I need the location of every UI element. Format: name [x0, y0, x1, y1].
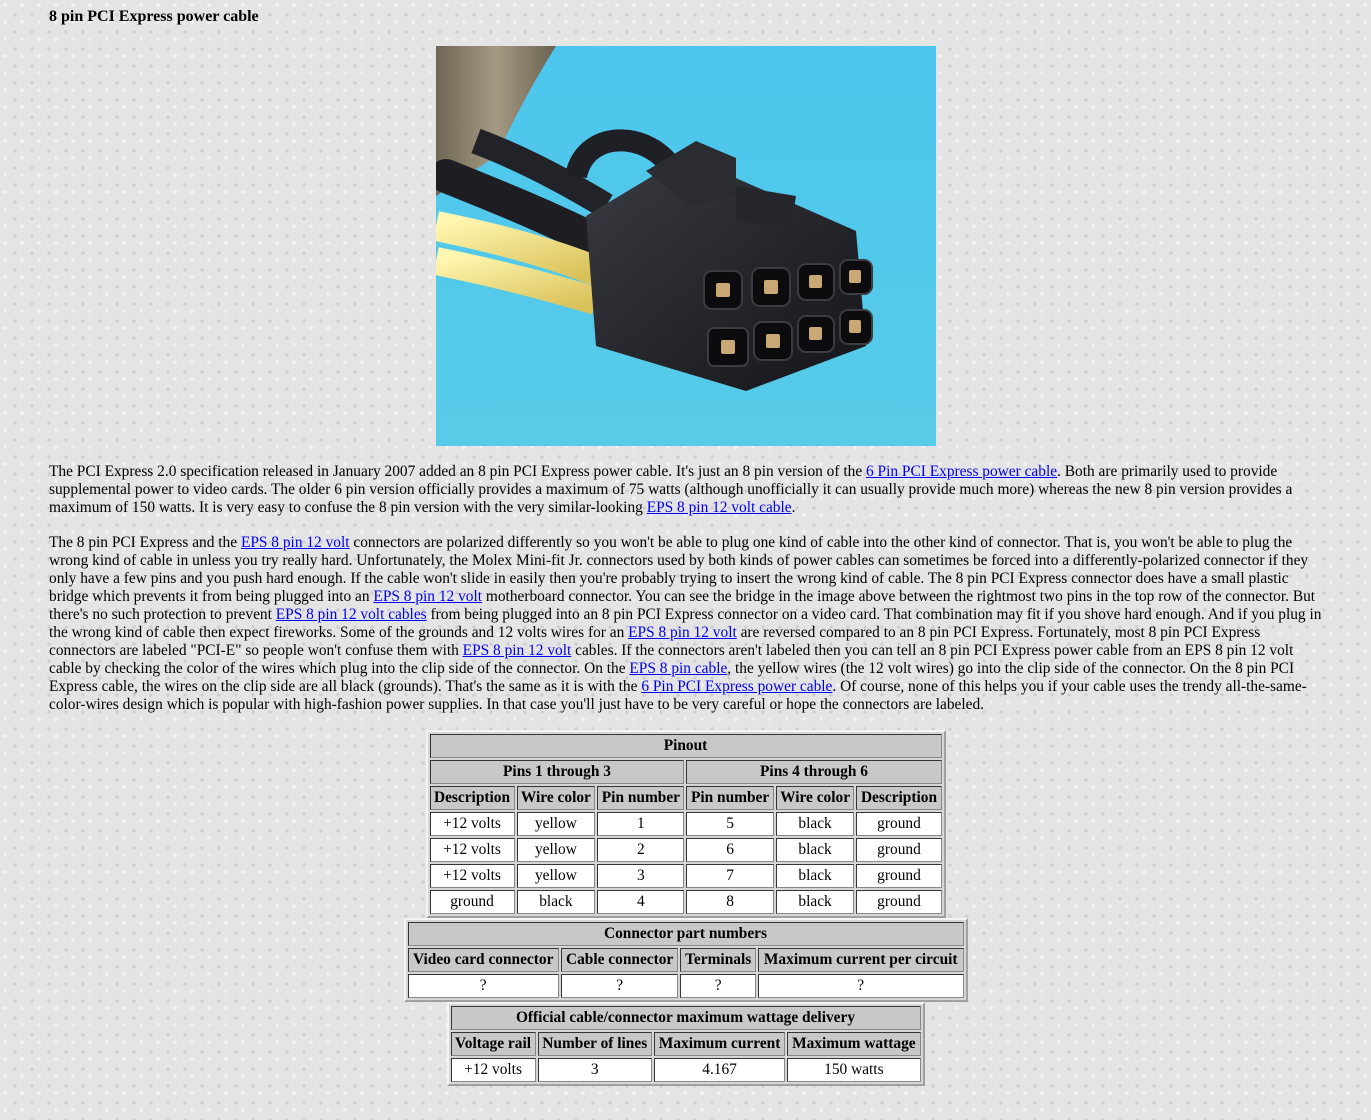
column-header: Terminals — [680, 948, 756, 972]
table-cell: 5 — [686, 812, 773, 836]
table-cell: black — [776, 890, 855, 914]
text-span: from being plugged into an 8 pin PCI Express connector on a video card. That combination may fit if you shove hard enough. And if you plug in the wrong kind of cable then expect fireworks. Some of the grounds and 12 volts wires for an — [49, 606, 1322, 641]
table-cell: 4 — [597, 890, 684, 914]
table-row — [430, 812, 942, 836]
column-header: Maximum current — [654, 1032, 785, 1056]
table-cell: 1 — [597, 812, 684, 836]
column-header: Voltage rail — [451, 1032, 536, 1056]
table-caption: Pinout — [430, 734, 942, 758]
link-6pin-pcie[interactable]: 6 Pin PCI Express power cable — [866, 463, 1058, 480]
link-eps-8pin-12v[interactable]: EPS 8 pin 12 volt — [628, 624, 737, 641]
table-cell: black — [776, 838, 855, 862]
table-cell: ? — [408, 974, 559, 998]
text-span: The 8 pin PCI Express and the — [49, 534, 241, 551]
link-eps-8pin-cable[interactable]: EPS 8 pin 12 volt cable — [646, 499, 792, 516]
table-cell: 4.167 — [654, 1058, 785, 1082]
text-span: , the yellow wires (the 12 volt wires) go into the clip side of the connector. On the 8 pin PCI Express cable, the wires on the clip side are all black (grounds). That's the same as it is with the — [49, 660, 1295, 695]
table-cell: yellow — [517, 838, 596, 862]
text-span: motherboard connector. You can see the bridge in the image above between the rightmost two pins in the top row of the connector. But there's no such protection to prevent — [49, 588, 1316, 623]
table-row — [408, 974, 964, 998]
column-header: Description — [430, 786, 515, 810]
table-row — [430, 890, 942, 914]
link-eps-8pin-12v[interactable]: EPS 8 pin 12 volt — [240, 534, 350, 551]
table-cell: +12 volts — [430, 812, 515, 836]
tables-section — [49, 730, 1322, 1086]
intro-paragraph — [49, 463, 1322, 517]
text-span: connectors are polarized differently so you won't be able to plug one kind of cable into the other kind of connector. That is, you won't be able to plug the wrong kind of cable in unless you try really hard. Unfortunately, the Molex Mini-fit Jr. connectors used by both kinds of power cables can sometimes be forced into a differently-polarized connector if they only have a few pins and you push hard enough. If the cable won't slide in easily then you're probably trying to insert the wrong kind of cable. The 8 pin PCI Express connector does have a small plastic bridge which prevents it from being plugged into an — [49, 534, 1309, 605]
column-header: Pin number — [597, 786, 684, 810]
text-span: . Of course, none of this helps you if your cable uses the trendy all-the-same-color-wires design which is popular with high-fashion power supplies. In that case you'll just have to be very careful or hope the connectors are labeled. — [49, 678, 1307, 713]
table-row — [430, 838, 942, 862]
table-cell: ground — [856, 890, 941, 914]
link-eps-8pin-cable[interactable]: EPS 8 pin cable — [629, 660, 728, 677]
table-cell: ground — [856, 812, 941, 836]
table-caption: Connector part numbers — [408, 922, 964, 946]
table-cell: black — [517, 890, 596, 914]
column-header: Wire color — [517, 786, 596, 810]
group-header: Pins 4 through 6 — [686, 760, 941, 784]
column-header: Video card connector — [408, 948, 559, 972]
wattage-table — [447, 1002, 925, 1086]
table-cell: yellow — [517, 812, 596, 836]
text-span: . Both are primarily used to provide supplemental power to video cards. The older 6 pin version officially provides a maximum of 75 watts (although unofficially it can usually provide much more) whereas the new 8 pin version provides a maximum of 150 watts. It is very easy to confuse the 8 pin version with the very similar-looking — [49, 463, 1293, 516]
link-eps-8pin-12v[interactable]: EPS 8 pin 12 volt — [462, 642, 572, 659]
table-cell: yellow — [517, 864, 596, 888]
column-header: Cable connector — [561, 948, 679, 972]
table-cell: ground — [856, 864, 941, 888]
table-cell: black — [776, 864, 855, 888]
column-header: Pin number — [686, 786, 773, 810]
column-header: Wire color — [776, 786, 855, 810]
page-title: 8 pin PCI Express power cable — [49, 8, 259, 25]
table-cell: +12 volts — [430, 838, 515, 862]
table-row — [451, 1058, 921, 1082]
table-cell: 3 — [597, 864, 684, 888]
text-span: cables. If the connectors aren't labeled then you can tell an 8 pin PCI Express power cable from an EPS 8 pin 12 volt cable by checking the color of the wires which plug into the clip side of the connector. On the — [49, 642, 1294, 677]
text-span: The PCI Express 2.0 specification released in January 2007 added an 8 pin PCI Express power cable. It's just an 8 pin version of the — [49, 463, 866, 480]
table-cell: 6 — [686, 838, 773, 862]
table-caption: Official cable/connector maximum wattage delivery — [451, 1006, 921, 1030]
link-6pin-pcie[interactable]: 6 Pin PCI Express power cable — [641, 678, 833, 695]
column-header: Number of lines — [538, 1032, 652, 1056]
table-cell: black — [776, 812, 855, 836]
column-header: Maximum wattage — [787, 1032, 920, 1056]
table-row — [430, 864, 942, 888]
table-cell: 3 — [538, 1058, 652, 1082]
group-header: Pins 1 through 3 — [430, 760, 685, 784]
photo-container — [49, 46, 1322, 446]
table-cell: ? — [680, 974, 756, 998]
table-cell: 150 watts — [787, 1058, 920, 1082]
table-cell: ? — [758, 974, 964, 998]
column-header: Description — [856, 786, 941, 810]
table-cell: 2 — [597, 838, 684, 862]
polarization-paragraph — [49, 534, 1322, 714]
column-header: Maximum current per circuit — [758, 948, 964, 972]
table-cell: 7 — [686, 864, 773, 888]
table-cell: ground — [856, 838, 941, 862]
pinout-table — [426, 730, 946, 918]
table-cell: ? — [561, 974, 679, 998]
text-span: . — [791, 499, 796, 516]
link-eps-8pin-12v-cables[interactable]: EPS 8 pin 12 volt cables — [275, 606, 427, 623]
table-cell: +12 volts — [430, 864, 515, 888]
connector-photo — [436, 46, 936, 446]
link-eps-8pin-12v[interactable]: EPS 8 pin 12 volt — [373, 588, 483, 605]
table-cell: +12 volts — [451, 1058, 536, 1082]
table-cell: ground — [430, 890, 515, 914]
table-cell: 8 — [686, 890, 773, 914]
text-span: are reversed compared to an 8 pin PCI Express. Fortunately, most 8 pin PCI Express connectors are labeled "PCI-E" so people won't confuse them with — [49, 624, 1261, 659]
part-numbers-table — [404, 918, 968, 1002]
